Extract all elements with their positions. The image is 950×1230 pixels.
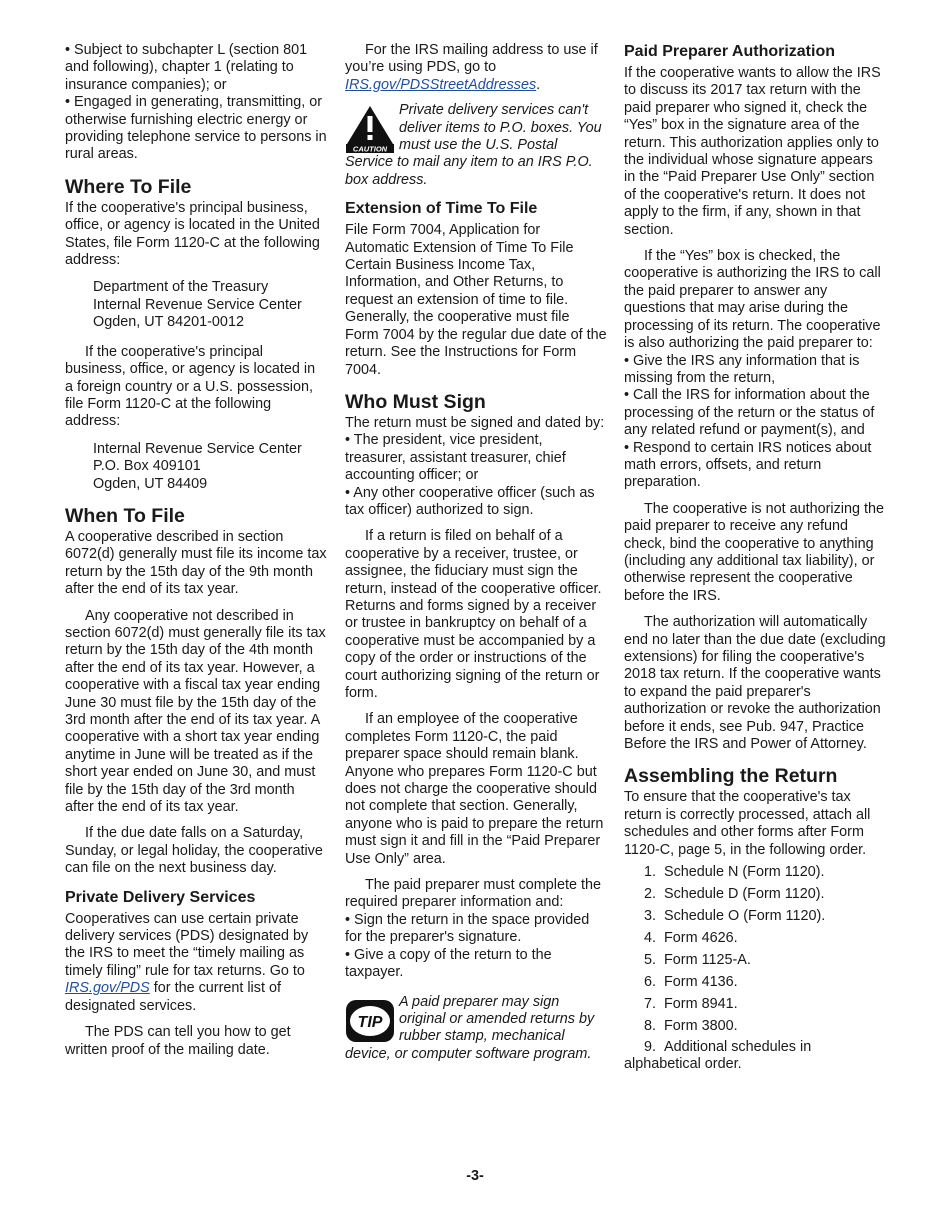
- page-number: -3-: [466, 1168, 484, 1184]
- list-item: 4. Form 4626.: [644, 930, 738, 947]
- when-to-file-paragraph-2: Any cooperative not described in section 6072(d) must generally file its tax return by the 15th day of the 4th month after the end of its tax year. However, a cooperative with a fiscal tax year ending June 30 must file by the 15th day of the 3rd month after the end of its tax year. A cooperative with a short tax year ending anytime in June will be treated as if the short year ended on June 30, and must file by the 15th day of the 3rd month after the end of its tax year.: [65, 607, 326, 816]
- when-to-file-paragraph-1: A cooperative described in section 6072(d) generally must file its income tax return by the 15th day of the 9th month after the end of its tax year.: [65, 528, 327, 598]
- sign-intro: The return must be signed and dated by:: [345, 414, 605, 431]
- ppa-paragraph-3: The cooperative is not authorizing the paid preparer to receive any refund check, bind the cooperative to anything (including any additional tax liability), or otherwise represent the cooperative before the IRS.: [624, 500, 884, 604]
- sign-bullet-president: • The president, vice president, treasurer, assistant treasurer, chief accounting officer; or: [345, 432, 566, 484]
- address-line: Internal Revenue Service Center: [93, 296, 302, 313]
- column-2: [345, 42, 607, 1071]
- column-3: [624, 42, 886, 1074]
- column-1: [65, 42, 327, 1059]
- address-line: Ogden, UT 84201-0012: [93, 314, 244, 331]
- address-line: Department of the Treasury: [93, 279, 269, 296]
- caution-text: Private delivery services can't deliver items to P.O. boxes. You must use the U.S. Postal Service to mail any item to an IRS P.O. box address.: [345, 102, 602, 188]
- list-item: 5. Form 1125-A.: [644, 952, 751, 969]
- domestic-address: [65, 279, 327, 331]
- list-item: 1. Schedule N (Form 1120).: [644, 864, 825, 881]
- tip-note: [345, 994, 607, 1064]
- svg-text:CAUTION: CAUTION: [352, 144, 388, 154]
- ppa-bullet-call: • Call the IRS for information about the processing of the return or the status of any related refund or payment(s), and: [624, 387, 875, 439]
- when-to-file-heading: When To File: [65, 504, 185, 527]
- assembling-paragraph: To ensure that the cooperative's tax return is correctly processed, attach all schedules and other forms after Form 1120-C, page 5, in the following order.: [624, 789, 871, 858]
- svg-text:TIP: TIP: [357, 1013, 383, 1031]
- list-item: 2. Schedule D (Form 1120).: [644, 886, 825, 903]
- where-to-file-paragraph: If the cooperative's principal business, office, or agency is located in the United States, file Form 1120-C at the following address:: [65, 199, 320, 269]
- assembling-heading: Assembling the Return: [624, 765, 838, 788]
- sign-fiduciary-paragraph: If a return is filed on behalf of a cooperative by a receiver, trustee, or assignee, the fiduciary must sign the return, instead of the cooperative officer. Returns and forms signed by a receiver or trustee in bankruptcy on behalf of a cooperative must be accompanied by a copy of the order or instructions of the court authorizing signing of the return or form.: [345, 528, 602, 701]
- assembling-list: [624, 861, 886, 1037]
- ppa-paragraph-2: If the “Yes” box is checked, the cooperative is authorizing the IRS to call the paid preparer to answer any questions that may arise during the processing of its return. The cooperative is also authorizing the paid preparer to:: [624, 248, 881, 352]
- caution-note: [345, 102, 607, 189]
- pds-street-addresses-link[interactable]: IRS.gov/PDSStreetAddresses: [345, 76, 537, 93]
- sign-employee-paragraph: If an employee of the cooperative completes Form 1120-C, the paid preparer space should remain blank. Anyone who prepares Form 1120-C but does not charge the cooperative should not complete that section. Generally, anyone who is paid to prepare the return must sign it and fill in the “Paid Preparer Use Only” area.: [345, 711, 604, 867]
- irs-pds-link[interactable]: IRS.gov/PDS: [65, 980, 150, 997]
- sign-bullet-space: • Sign the return in the space provided for the preparer's signature.: [345, 911, 590, 946]
- bullet-electric-energy: • Engaged in generating, transmitting, or otherwise furnishing electric energy or providing telephone service to persons in rural areas.: [65, 94, 327, 163]
- pds-address-paragraph: For the IRS mailing address to use if you’re using PDS, go to IRS.gov/PDSStreetAddresses.: [345, 42, 598, 93]
- pds-proof-paragraph: The PDS can tell you how to get written proof of the mailing date.: [65, 1024, 291, 1058]
- sign-bullet-copy: • Give a copy of the return to the taxpayer.: [345, 946, 552, 981]
- where-to-file-heading: Where To File: [65, 175, 192, 198]
- list-item-additional: 9. Additional schedules in: [644, 1039, 812, 1056]
- address-line: P.O. Box 409101: [93, 458, 201, 475]
- ppa-bullet-notices: • Respond to certain IRS notices about math errors, offsets, and return preparation.: [624, 439, 872, 491]
- list-item: 3. Schedule O (Form 1120).: [644, 908, 826, 925]
- bullet-subchapter-l: • Subject to subchapter L (section 801 and following), chapter 1 (relating to insurance companies); or: [65, 42, 308, 93]
- address-line: Ogden, UT 84409: [93, 475, 208, 492]
- who-must-sign-heading: Who Must Sign: [345, 390, 486, 413]
- when-to-file-paragraph-3: If the due date falls on a Saturday, Sunday, or legal holiday, the cooperative can file on the next business day.: [65, 825, 323, 877]
- foreign-address: [65, 441, 327, 493]
- ppa-bullet-info: • Give the IRS any information that is missing from the return,: [624, 352, 860, 386]
- paid-preparer-heading: Paid Preparer Authorization: [624, 43, 835, 60]
- list-item: 8. Form 3800.: [644, 1018, 738, 1035]
- address-line: Internal Revenue Service Center: [93, 440, 302, 457]
- foreign-location-paragraph: If the cooperative's principal business, office, or agency is located in a foreign country or a U.S. possession, file Form 1120-C at the following address:: [65, 343, 316, 430]
- tip-text: A paid preparer may sign original or amended returns by rubber stamp, mechanical device, or computer software program.: [345, 993, 595, 1062]
- caution-icon: [345, 104, 395, 154]
- tip-icon: [345, 996, 395, 1046]
- list-item-additional-cont: alphabetical order.: [624, 1056, 742, 1073]
- list-item: 7. Form 8941.: [644, 996, 738, 1013]
- extension-paragraph: File Form 7004, Application for Automatic Extension of Time To File Certain Business Income Tax, Information, and Other Returns, to request an extension of time to file. Generally, the cooperative must file Form 7004 by the regular due date of the return. See the Instructions for Form 7004.: [345, 222, 607, 378]
- private-delivery-heading: Private Delivery Services: [65, 888, 256, 906]
- sign-bullet-officer: • Any other cooperative officer (such as tax officer) authorized to sign.: [345, 484, 595, 518]
- extension-heading: Extension of Time To File: [345, 200, 538, 218]
- sign-preparer-paragraph: The paid preparer must complete the required preparer information and:: [345, 877, 601, 911]
- list-item: 6. Form 4136.: [644, 974, 738, 991]
- ppa-paragraph-1: If the cooperative wants to allow the IRS to discuss its 2017 tax return with the paid preparer who signed it, check the “Yes” box in the signature area of the return. This authorization applies only to the individual whose signature appears in the “Paid Preparer Use Only” section of the cooperative's return. It does not apply to the firm, if any, shown in that section.: [624, 65, 881, 238]
- pds-paragraph: Cooperatives can use certain private delivery services (PDS) designated by the IRS to meet the “timely mailing as timely filing” rule for tax returns. Go to IRS.gov/PDS for the current list of designated services.: [65, 910, 309, 1014]
- ppa-paragraph-4: The authorization will automatically end no later than the due date (excluding extensions) for filing the cooperative's 2018 tax return. If the cooperative wants to expand the paid preparer's authorization or revoke the authorization before it ends, see Pub. 947, Practice Before the IRS and Power of Attorney.: [624, 614, 886, 753]
